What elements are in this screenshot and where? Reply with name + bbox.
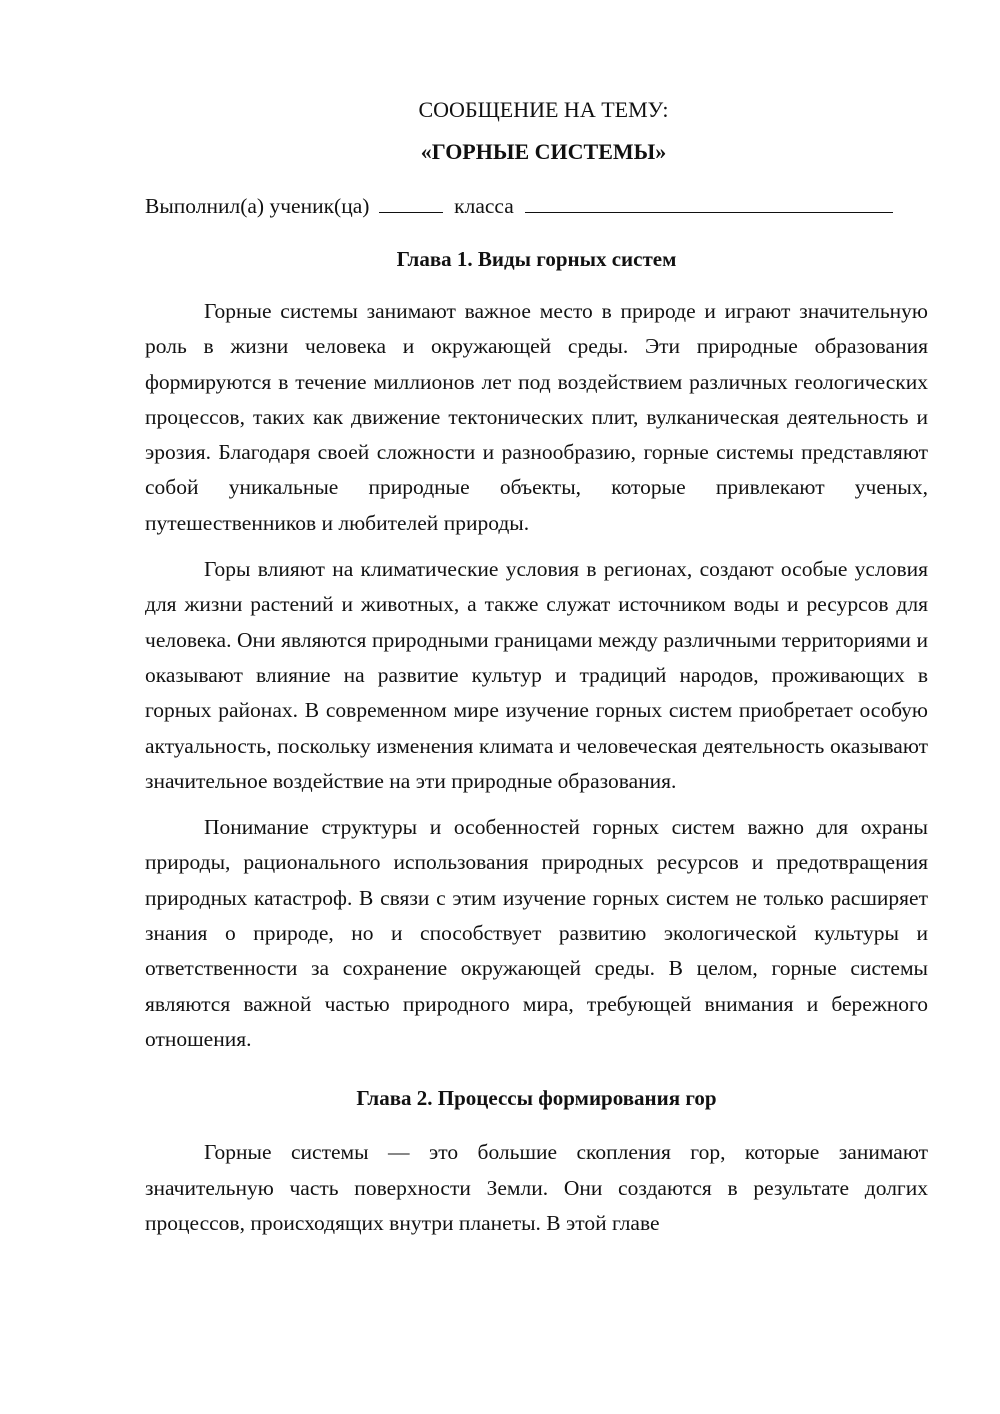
grade-blank-field[interactable] <box>379 194 443 213</box>
name-blank-field[interactable] <box>525 194 893 213</box>
document-title-line-1: СООБЩЕНИЕ НА ТЕМУ: <box>418 97 669 122</box>
chapter-1-paragraph-3: Понимание структуры и особенностей горных систем важно для охраны природы, рационального использования природных ресурсов и предотвращения природных катастроф. В связи с этим изучение горных систем не только расширяет знания о природе, но и способствует развитию экологической культуры и ответственности за сохранение окружающей среды. В целом, горные системы являются важной частью природного мира, требующей внимания и бережного отношения. <box>145 815 928 1051</box>
chapter-2-paragraph-1: Горные системы — это большие скопления гор, которые занимают значительную часть поверхности Земли. Они создаются в результате долгих процессов, происходящих внутри планеты. В этой главе <box>145 1140 928 1235</box>
chapter-1-heading: Глава 1. Виды горных систем <box>396 247 677 271</box>
document-title-line-2: «ГОРНЫЕ СИСТЕМЫ» <box>420 139 667 164</box>
author-line <box>145 190 928 222</box>
class-label: класса <box>454 194 514 218</box>
document-body <box>145 94 928 1241</box>
chapter-1-paragraph-2: Горы влияют на климатические условия в регионах, создают особые условия для жизни растений и животных, а также служат источником воды и ресурсов для человека. Они являются природными границами между различными территориями и оказывают влияние на развитие культур и традиций народов, проживающих в горных районах. В современном мире изучение горных систем приобретает особую актуальность, поскольку изменения климата и человеческая деятельность оказывают значительное воздействие на эти природные образования. <box>145 557 928 793</box>
chapter-1-paragraph-1: Горные системы занимают важное место в природе и играют значительную роль в жизни человека и окружающей среды. Эти природные образования формируются в течение миллионов лет под воздействием различных геологических процессов, таких как движение тектонических плит, вулканическая деятельность и эрозия. Благодаря своей сложности и разнообразию, горные системы представляют собой уникальные природные объекты, которые привлекают ученых, путешественников и любителей природы. <box>145 299 928 535</box>
chapter-2-heading: Глава 2. Процессы формирования гор <box>356 1086 717 1111</box>
author-label: Выполнил(а) ученик(ца) <box>145 194 370 218</box>
